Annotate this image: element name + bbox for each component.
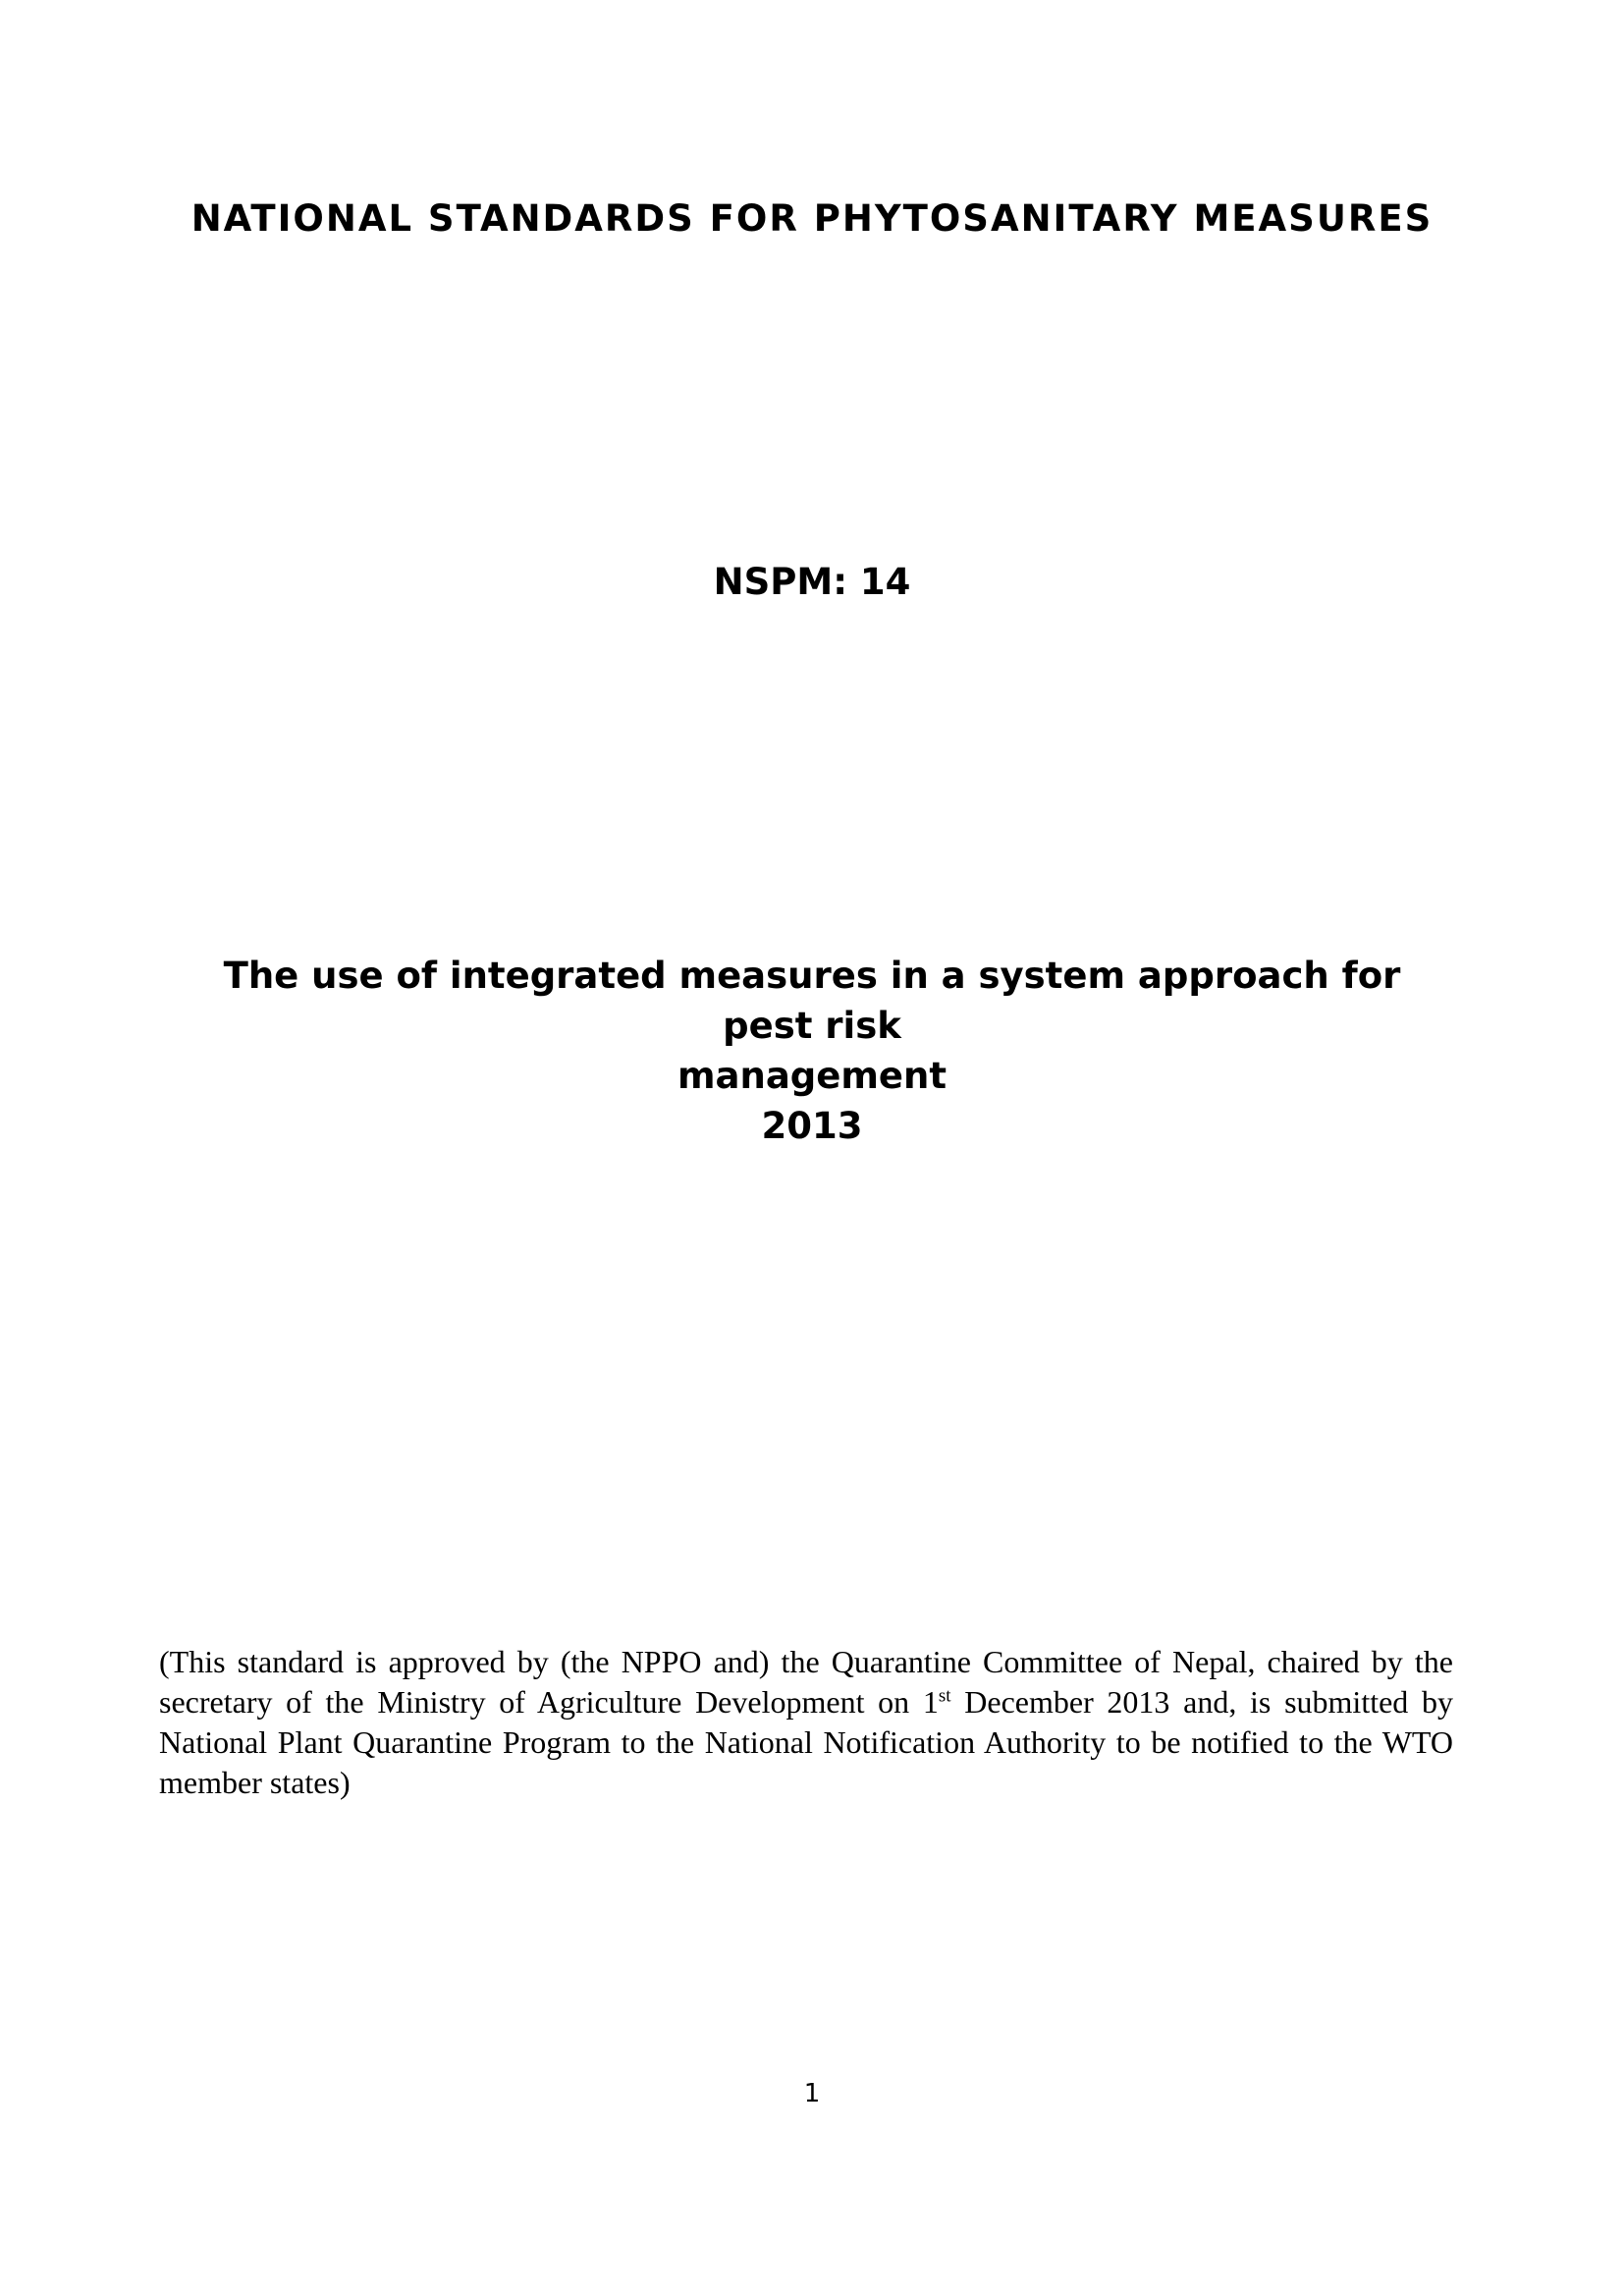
approval-note-superscript: st (938, 1685, 951, 1707)
title-line-2: management (677, 1055, 947, 1097)
approval-note (159, 1642, 1453, 1803)
standard-code: NSPM: 14 (713, 561, 911, 603)
page-number: 1 (803, 2079, 821, 2108)
header-title: NATIONAL STANDARDS FOR PHYTOSANITARY MEASURES (190, 197, 1434, 240)
title-line-1: The use of integrated measures in a system approach for pest risk (223, 955, 1401, 1047)
document-title (177, 951, 1447, 1151)
approval-note-part-1: (This standard is approved by (the NPPO and) the Quarantine Committee of Nepal, chaired by the secretary of the Ministry of Agriculture Development on 1 (159, 1644, 1453, 1720)
approval-note-part-2: December 2013 and, is submitted by National Plant Quarantine Program to the National Notification Authority to be notified to the WTO member states) (159, 1684, 1453, 1800)
title-year: 2013 (761, 1105, 863, 1147)
